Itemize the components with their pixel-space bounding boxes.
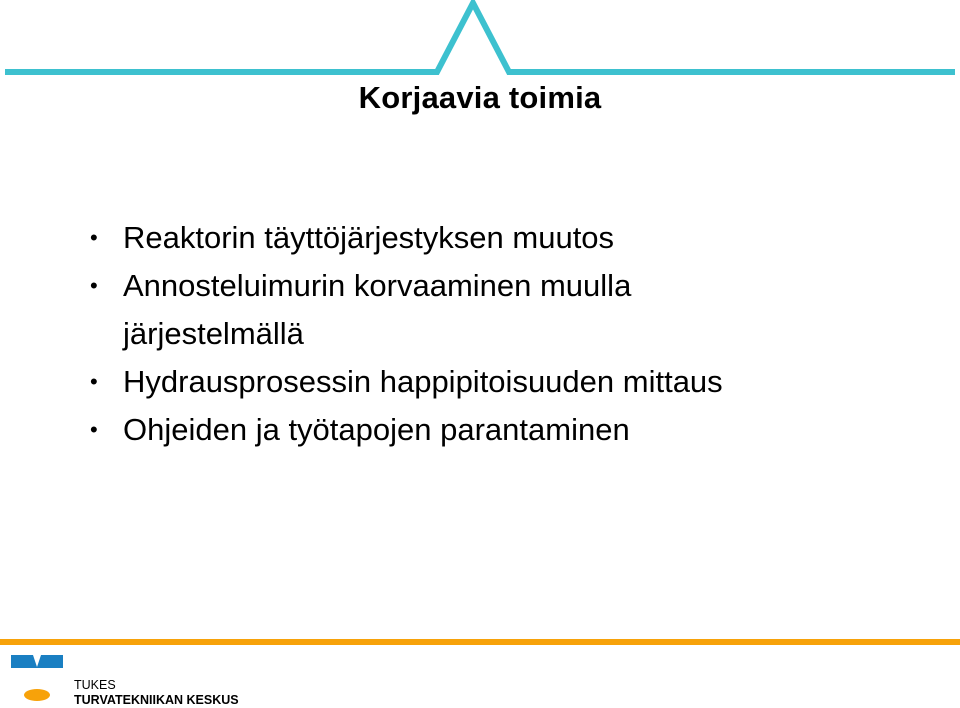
slide-title: Korjaavia toimia xyxy=(358,80,602,115)
bullet-text: Ohjeiden ja työtapojen parantaminen xyxy=(123,412,630,447)
organization-short-name: TUKES xyxy=(74,678,116,692)
bullet-list xyxy=(90,214,723,454)
bullet-text: Hydrausprosessin happipitoisuuden mittaus xyxy=(123,364,723,399)
bullet-item xyxy=(90,358,723,406)
bullet-dot-icon: • xyxy=(90,369,98,394)
bullet-item xyxy=(90,214,723,262)
bullet-dot-icon: • xyxy=(90,225,98,250)
organization-name xyxy=(74,678,239,708)
bullet-dot-icon: • xyxy=(90,273,98,298)
top-roof-line-decoration xyxy=(0,0,960,80)
bullet-item xyxy=(90,406,723,454)
bullet-dot-icon: • xyxy=(90,417,98,442)
organization-full-name: TURVATEKNIIKAN KESKUS xyxy=(74,693,239,707)
bullet-text: Reaktorin täyttöjärjestyksen muutos xyxy=(123,220,615,255)
tukes-logo-icon xyxy=(11,655,65,703)
bullet-text: Annosteluimurin korvaaminen muulla järjestelmällä xyxy=(123,268,632,351)
bullet-item xyxy=(90,262,723,358)
footer-divider-line xyxy=(0,639,960,645)
